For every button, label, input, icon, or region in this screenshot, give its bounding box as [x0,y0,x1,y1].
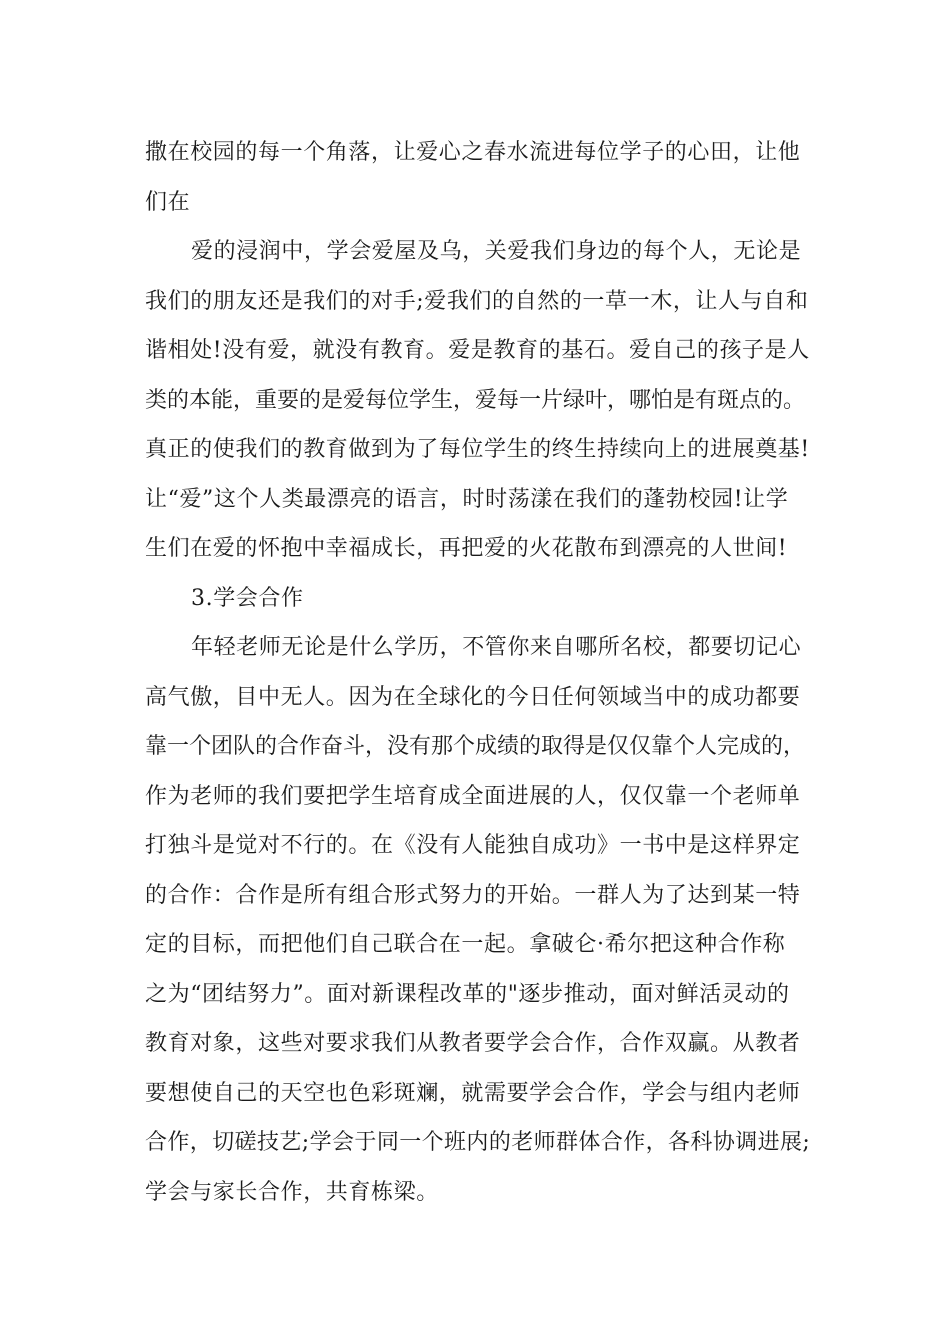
text-line: 类的本能，重要的是爱每位学生，爱每一片绿叶，哪怕是有斑点的。 [145,387,806,413]
body-text [145,128,810,1217]
text-line: 要想使自己的天空也色彩斑斓，就需要学会合作，学会与组内老师 [145,1080,801,1106]
text-line: 撒在校园的每一个角落，让爱心之春水流进每位学子的心田，让他 [145,140,801,165]
text-line: 们在 [145,189,191,215]
text-line: 学会与家长合作，共育栋梁。 [145,1179,439,1205]
text-line: 我们的朋友还是我们的对手;爱我们的自然的一草一木，让人与自和 [145,288,809,314]
text-line: 靠一个团队的合作奋斗，没有那个成绩的取得是仅仅靠个人完成的， [145,734,806,759]
text-line: 打独斗是觉对不行的。在《没有人能独自成功》一书中是这样界定 [145,833,801,858]
text-line: 年轻老师无论是什么学历，不管你来自哪所名校，都要切记心 [191,635,802,660]
text-line: 生们在爱的怀抱中幸福成长，再把爱的火花散布到漂亮的人世间! [145,536,788,561]
text-line: 谐相处!没有爱，就没有教育。爱是教育的基石。爱自己的孩子是人 [145,338,810,363]
text-line: 教育对象，这些对要求我们从教者要学会合作，合作双赢。从教者 [145,1031,801,1056]
text-line: 高气傲，目中无人。因为在全球化的今日任何领域当中的成功都要 [145,684,801,710]
text-line: 的合作：合作是所有组合形式努力的开始。一群人为了达到某一特 [145,882,801,908]
text-line: 3.学会合作 [191,585,304,611]
text-line: 爱的浸润中，学会爱屋及乌，关爱我们身边的每个人，无论是 [191,239,802,264]
text-line: 真正的使我们的教育做到为了每位学生的终生持续向上的进展奠基! [145,437,810,462]
text-line: 合作，切磋技艺;学会于同一个班内的老师群体合作，各科协调进展; [145,1130,811,1155]
text-line: 之为“团结努力”。面对新课程改革的"逐步推动，面对鲜活灵动的 [145,981,790,1007]
text-line: 定的目标，而把他们自己联合在一起。拿破仑·希尔把这种合作称 [145,932,786,957]
text-line: 作为老师的我们要把学生培育成全面进展的人，仅仅靠一个老师单 [145,783,801,809]
text-line: 让“爱”这个人类最漂亮的语言，时时荡漾在我们的蓬勃校园!让学 [145,486,789,512]
